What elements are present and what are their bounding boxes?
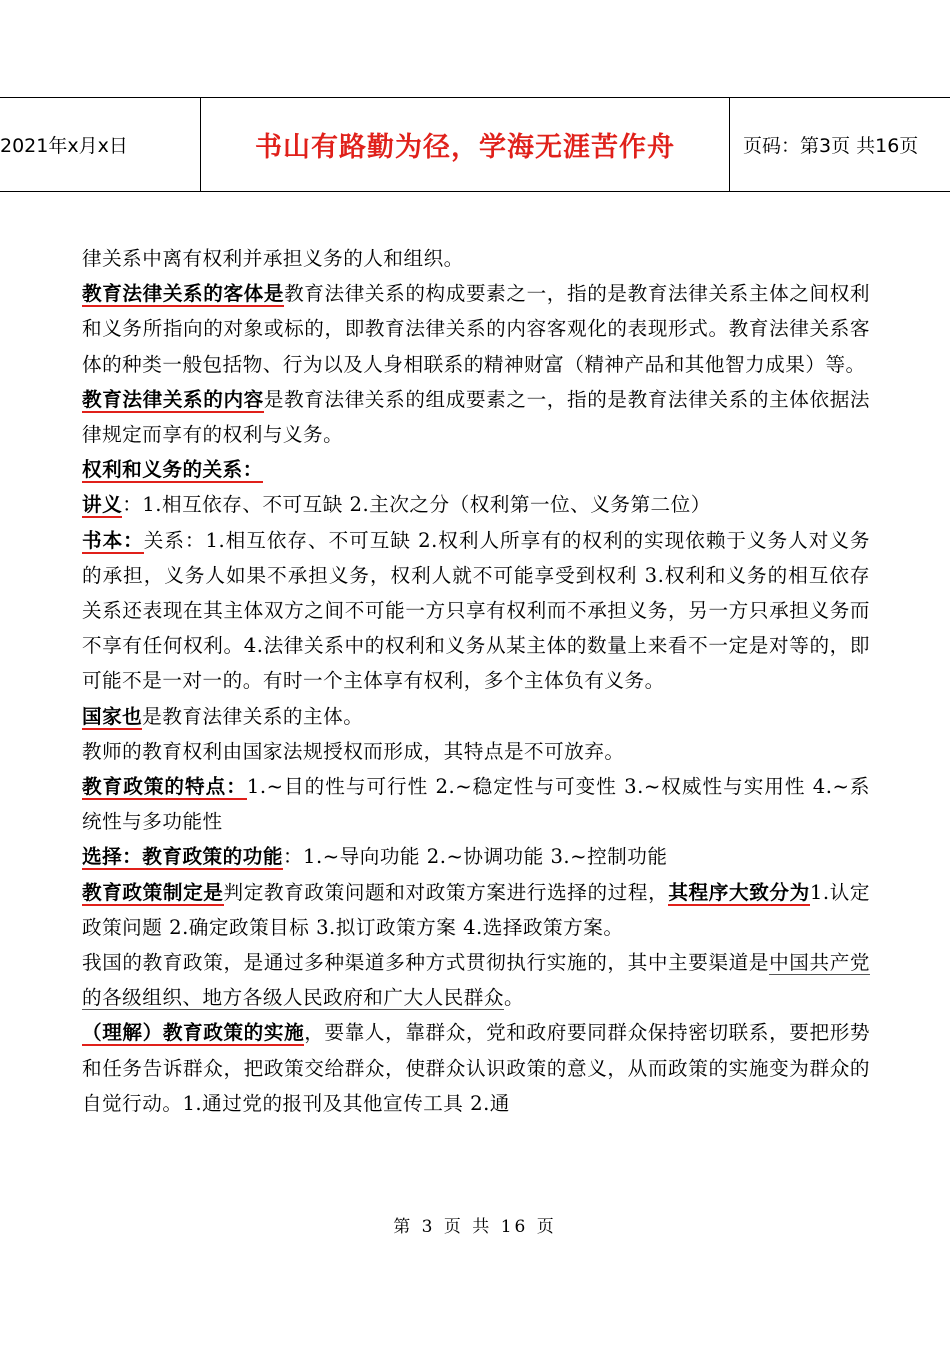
- keyword-heading: （理解）教育政策的实施: [82, 1021, 305, 1045]
- header-motto: 书山有路勤为径，学海无涯苦作舟: [255, 132, 675, 163]
- paragraph: [82, 523, 870, 699]
- header-page-info: 页码：第3页 共16页: [743, 135, 919, 157]
- body-text: ，要靠人，靠群众，党和政府要同群众保持密切联系，要把形势和任务告诉群众，把政策交给群众，使群众认识政策的意义，从而政策的实施变为群众的自觉行动。1.通过党的报刊及其他宣传工具 2.通: [82, 1021, 871, 1115]
- keyword-heading: 选择：教育政策的功能: [82, 845, 283, 869]
- document-body: [82, 241, 870, 1121]
- paragraph: [82, 276, 870, 382]
- paragraph: [82, 945, 870, 1015]
- keyword-heading: 国家也: [82, 704, 143, 728]
- paragraph: [82, 734, 870, 769]
- body-text: ：1.~导向功能 2.~协调功能 3.~控制功能: [282, 845, 668, 869]
- paragraph: [82, 1015, 870, 1121]
- underlined-text: 中国共产党的各级组织、地方各级人民政府和广大人民群众: [82, 951, 871, 1010]
- body-text: 是教育法律关系的组成要素之一，指的是教育法律关系的主体依据法律规定而享有的权利与义务。: [82, 387, 871, 447]
- paragraph: [82, 875, 870, 945]
- page-header: [0, 97, 950, 192]
- body-text: 我国的教育政策，是通过多种渠道多种方式贯彻执行实施的，其中主要渠道是: [82, 951, 770, 975]
- header-motto-cell: [200, 98, 730, 191]
- body-text: 判定教育政策问题和对政策方案进行选择的过程，: [223, 880, 669, 904]
- paragraph: [82, 699, 870, 734]
- paragraph: [82, 839, 870, 874]
- keyword-heading: 教育法律关系的客体是: [82, 282, 285, 306]
- page-footer: 第 3 页 共 16 页: [393, 1217, 557, 1237]
- body-text: 律关系中离有权利并承担义务的人和组织。: [82, 247, 464, 270]
- keyword-heading: 教育政策制定是: [82, 880, 224, 904]
- body-text: 教育法律关系的构成要素之一，指的是教育法律关系主体之间权利和义务所指向的对象或标的，即教育法律关系的内容客观化的表现形式。教育法律关系客体的种类一般包括物、行为以及人身相联系的精神财富（精神产品和其他智力成果）等。: [82, 282, 871, 376]
- body-text: 1.认定政策问题 2.确定政策目标 3.拟订政策方案 4.选择政策方案。: [82, 880, 871, 939]
- keyword-heading: 权利和义务的关系：: [82, 458, 263, 482]
- paragraph: [82, 769, 870, 839]
- paragraph: [82, 452, 870, 487]
- body-text: 是教育法律关系的主体。: [142, 704, 364, 728]
- body-text: 。: [503, 986, 525, 1010]
- paragraph: [82, 241, 870, 276]
- header-date: 2021年x月x日: [0, 135, 128, 157]
- body-text: ：1.相互依存、不可互缺 2.主次之分（权利第一位、义务第二位）: [122, 493, 711, 517]
- paragraph: [82, 382, 870, 452]
- body-text: 教师的教育权利由国家法规授权而形成，其特点是不可放弃。: [82, 739, 625, 763]
- body-text: 关系：1.相互依存、不可互缺 2.权利人所享有的权利的实现依赖于义务人对义务的承担，义务人如果不承担义务，权利人就不可能享受到权利 3.权利和义务的相互依存关系还表现在其主体双方之间不可能一方只享有权利而不承担义务，另一方只承担义务而不享有任何权利。4.法律关系中的权利和义务从某主体的数量上来看不一定是对等的，即可能不是一对一的。有时一个主体享有权利，多个主体负有义务。: [82, 528, 870, 693]
- body-text: 1.~目的性与可行性 2.~稳定性与可变性 3.~权威性与实用性 4.~系统性与多功能性: [82, 775, 870, 834]
- keyword-heading: 讲义: [82, 493, 123, 517]
- paragraph: [82, 487, 870, 522]
- keyword-heading: 书本：: [82, 528, 144, 552]
- keyword-heading: 其程序大致分为: [668, 880, 810, 904]
- keyword-heading: 教育法律关系的内容: [82, 387, 264, 411]
- keyword-heading: 教育政策的特点：: [82, 775, 247, 799]
